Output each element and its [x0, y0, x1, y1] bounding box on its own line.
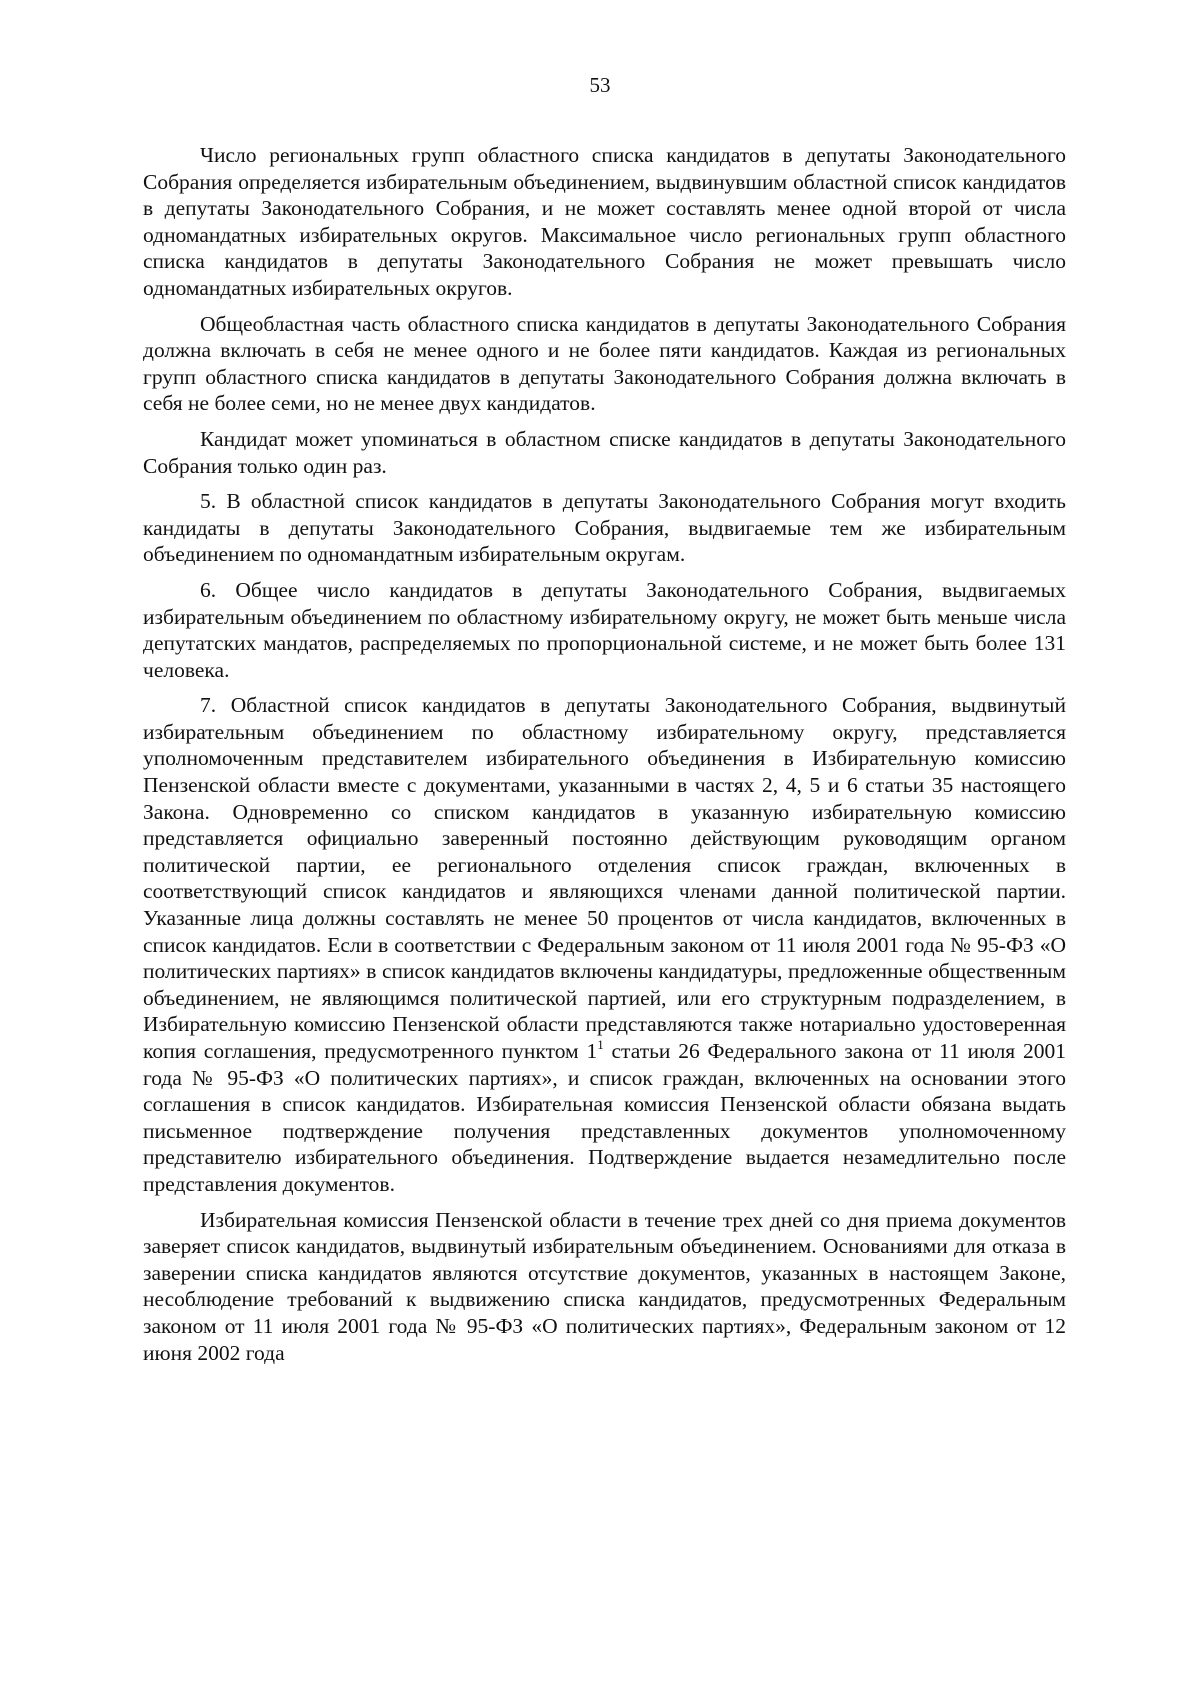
- paragraph-list-composition: Общеобластная часть областного списка кандидатов в депутаты Законодательного Собрания должна включать в себя не менее одного и не более пяти кандидатов. Каждая из региональных групп областного списка кандидатов в депутаты Законодательного Собрания должна включать в себя не более семи, но не менее двух кандидатов.: [143, 311, 1066, 416]
- paragraph-regional-groups-count: Число региональных групп областного списка кандидатов в депутаты Законодательного Собрания определяется избирательным объединением, выдвинувшим областной список кандидатов в депутаты Законодательного Собрания, и не может составлять менее одной второй от числа одномандатных избирательных округов. Максимальное число региональных групп областного списка кандидатов в депутаты Законодательного Собрания не может превышать число одномандатных избирательных округов.: [143, 143, 1066, 300]
- paragraph-item-7: [143, 692, 1066, 1197]
- superscript-marker: 1: [597, 1037, 604, 1052]
- paragraph-item-7-part-2: статьи 26 Федерального закона от 11 июля 2001 года № 95-ФЗ «О политических партиях», и список граждан, включенных на основании этого соглашения в список кандидатов. Избирательная комиссия Пензенской области обязана выдать письменное подтверждение получения представленных документов уполномоченному представителю избирательного объединения. Подтверждение выдается незамедлительно после представления документов.: [143, 1039, 1066, 1196]
- paragraph-item-5: 5. В областной список кандидатов в депутаты Законодательного Собрания могут входить кандидаты в депутаты Законодательного Собрания, выдвигаемые тем же избирательным объединением по одномандатным избирательным округам.: [143, 489, 1066, 567]
- page-number: 53: [589, 73, 611, 97]
- document-body: [143, 142, 1066, 1375]
- paragraph-single-mention: Кандидат может упоминаться в областном списке кандидатов в депутаты Законодательного Собрания только один раз.: [143, 426, 1066, 478]
- paragraph-item-6: 6. Общее число кандидатов в депутаты Законодательного Собрания, выдвигаемых избирательным объединением по областному избирательному округу, не может быть меньше числа депутатских мандатов, распределяемых по пропорциональной системе, и не может быть более 131 человека.: [143, 577, 1066, 682]
- paragraph-certification: Избирательная комиссия Пензенской области в течение трех дней со дня приема документов заверяет список кандидатов, выдвинутый избирательным объединением. Основаниями для отказа в заверении списка кандидатов являются отсутствие документов, указанных в настоящем Законе, несоблюдение требований к выдвижению списка кандидатов, предусмотренных Федеральным законом от 11 июля 2001 года № 95-ФЗ «О политических партиях», Федеральным законом от 12 июня 2002 года: [143, 1207, 1066, 1365]
- paragraph-item-7-part-1: 7. Областной список кандидатов в депутаты Законодательного Собрания, выдвинутый избирательным объединением по областному избирательному округу, представляется уполномоченным представителем избирательного объединения в Избирательную комиссию Пензенской области вместе с документами, указанными в частях 2, 4, 5 и 6 статьи 35 настоящего Закона. Одновременно со списком кандидатов в указанную избирательную комиссию представляется официально заверенный постоянно действующим руководящим органом политической партии, ее регионального отделения список граждан, включенных в соответствующий список кандидатов и являющихся членами данной политической партии. Указанные лица должны составлять не менее 50 процентов от числа кандидатов, включенных в список кандидатов. Если в соответствии с Федеральным законом от 11 июля 2001 года № 95-ФЗ «О политических партиях» в список кандидатов включены кандидатуры, предложенные общественным объединением, не являющимся политической партией, или его структурным подразделением, в Избирательную комиссию Пензенской области представляются также нотариально удостоверенная копия соглашения, предусмотренного пунктом 1: [143, 693, 1066, 1063]
